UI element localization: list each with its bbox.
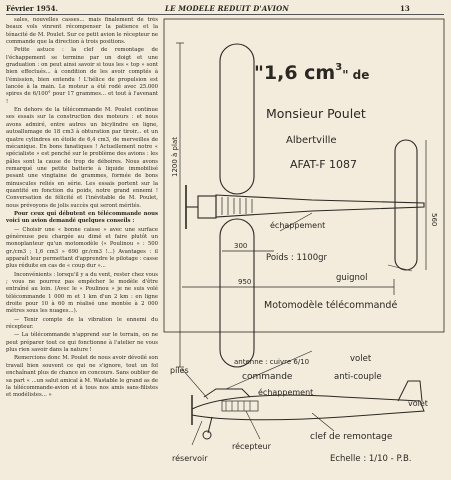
header-page-number: 13 bbox=[400, 4, 410, 13]
fuselage-top-view bbox=[216, 195, 424, 217]
engine-block bbox=[198, 196, 216, 218]
article-paragraph: — Choisir une « bonne caisse » avec une surface généreuse peu chargée au dimé et faire plutôt un monoplanteur qu'un motomodèle (« Poulinou » : 500 gr./cm3 ; 1,6 cm3 » 690 gr./cm3 !...) Avantages : il apparaît leur permettant d'apprendre le pilotage : casse plus réduite en cas de « coup dur »... bbox=[6, 226, 158, 270]
wing-upper-half bbox=[220, 44, 254, 194]
drawing-title: "1,6 $cm^3_{" de}$ bbox=[254, 62, 370, 84]
article-paragraph: sales, nouvelles casses... mais finalement de très beaux vols vinrent récompenser la patience et la ténacité de M. Poulet. Sur ce petit avion le récepteur ne commande que la direction à trois positions. bbox=[6, 17, 158, 46]
label-model-type: Motomodèle télécommandé bbox=[264, 300, 398, 311]
side-label-clef: clef de remontage bbox=[310, 432, 393, 442]
side-label-antenne: antenne : cuivre 6/10 bbox=[234, 358, 310, 366]
side-label-anti-couple: anti-couple bbox=[334, 372, 382, 382]
label-echappement: échappement bbox=[270, 221, 326, 230]
header-rule bbox=[6, 14, 444, 15]
landing-gear bbox=[208, 417, 212, 433]
article-paragraph: — La télécommande n'apprend sur le terrain, on ne peut préparer tout ce qui fonctionne à l'atelier ne vous plus rien savoir dans la nature ! bbox=[6, 332, 158, 354]
dim-wingspan: 1200 à plat bbox=[171, 137, 179, 177]
antenna-wire bbox=[226, 351, 312, 389]
article-paragraph: En dehors de la télécommande M. Poulet continue ses essais sur la construction des moteurs : et nous avons admiré, entre autres un bicylindre en ligne, autoallumage de 18 cm3 à obturation par tiroir... et un quatre cylindres en étoile de 6,4 cm3, de merveilles de mécanique. En bons fanatiques ! Actuellement notre « spécialiste » est penché sur le problème des avions : les pâles sont la cause de trop de déboires. Nous avons remarqué une petite batterie à liquide immobilisé pesant une vingtaine de grammes, formée de bons minuscules reliés en série. Les essais portent sur la quantité en fonction du poids, notre grand ennemi ! Conversation de félicité et l'inévitable de M. Poulet, nous prévoyons de jolis succès qui seront mérités. bbox=[6, 107, 158, 209]
fuselage-hatching bbox=[222, 197, 252, 215]
designer-town: Albertville bbox=[286, 135, 337, 146]
dim-560: 560 bbox=[430, 213, 438, 227]
side-label-volet: volet bbox=[350, 354, 372, 364]
side-label-commande: commande bbox=[242, 372, 293, 382]
dim-300: 300 bbox=[234, 242, 248, 250]
receiver-box bbox=[222, 401, 258, 411]
side-label-reservoir: réservoir bbox=[172, 454, 208, 463]
header-magazine-title: LE MODELE REDUIT D'AVION bbox=[165, 4, 290, 13]
designer-name: Monsieur Poulet bbox=[266, 106, 366, 121]
side-label-volet-tail: volet bbox=[408, 399, 428, 408]
canopy bbox=[204, 389, 250, 397]
callsign: AFAT-F 1087 bbox=[290, 158, 358, 171]
dim-950: 950 bbox=[238, 278, 252, 286]
aircraft-drawing bbox=[162, 17, 446, 469]
drawing-scale: Echelle : 1/10 - P.B. bbox=[330, 454, 412, 464]
article-column bbox=[6, 17, 158, 475]
article-paragraph: Inconvénients : lorsqu'il y a du vent, rester chez vous ; vous ne pourrez pas empêcher le modèle d'être entraîné au loin. (Avec le « Poulinou » je ne suis volé télécommande 1 000 m et 1 km d'un 2 km : en ligne droite pour 10 à 60 m réalisé une montée à 2 000 mètres sous les nuages...). bbox=[6, 271, 158, 315]
article-paragraph: Remercions donc M. Poulet de nous avoir dévoilé son travail bien souvent ce qui ne s'ignore, tout un fol enchaînant plus de chance en concours. Sans oublier de sa part « ...un salut amical à M. Wastable le grand as de la télécommande-avion et à tous nos amis sans-filistes et modélistes... » bbox=[6, 355, 158, 399]
article-paragraph: Petite astuce : la clef de remontage de l'échappement se termine par un doigt et une graduation : on peut ainsi savoir si tous les « top » sont bien effectués... à condition de les avoir comptés à l'émission, bien entendu ! L'hélice de propulsion est lancée à la main. Le moteur a été rodé avec 25.000 spires de 6/100° pour 17 grammes... et tout à l'avenant ! bbox=[6, 47, 158, 105]
side-label-recepteur: récepteur bbox=[232, 442, 271, 451]
side-label-piles: piles bbox=[170, 366, 189, 375]
label-guignol: guignol bbox=[336, 273, 368, 283]
label-poids: Poids : 1100gr bbox=[266, 253, 327, 263]
plan-drawing-svg bbox=[162, 17, 446, 469]
article-paragraph: — Tenir compte de la vibration le ennemi du récepteur. bbox=[6, 316, 158, 331]
wheel bbox=[203, 431, 211, 439]
fin bbox=[398, 381, 422, 401]
tailplane bbox=[395, 140, 417, 270]
header-date: Février 1954. bbox=[6, 4, 58, 13]
fuselage-side-view bbox=[192, 395, 424, 420]
side-label-echappement: échappement bbox=[258, 388, 314, 397]
article-paragraph: Pour ceux qui débutent en télécommande nous voici un avion demandé quelques conseils : bbox=[6, 210, 158, 225]
